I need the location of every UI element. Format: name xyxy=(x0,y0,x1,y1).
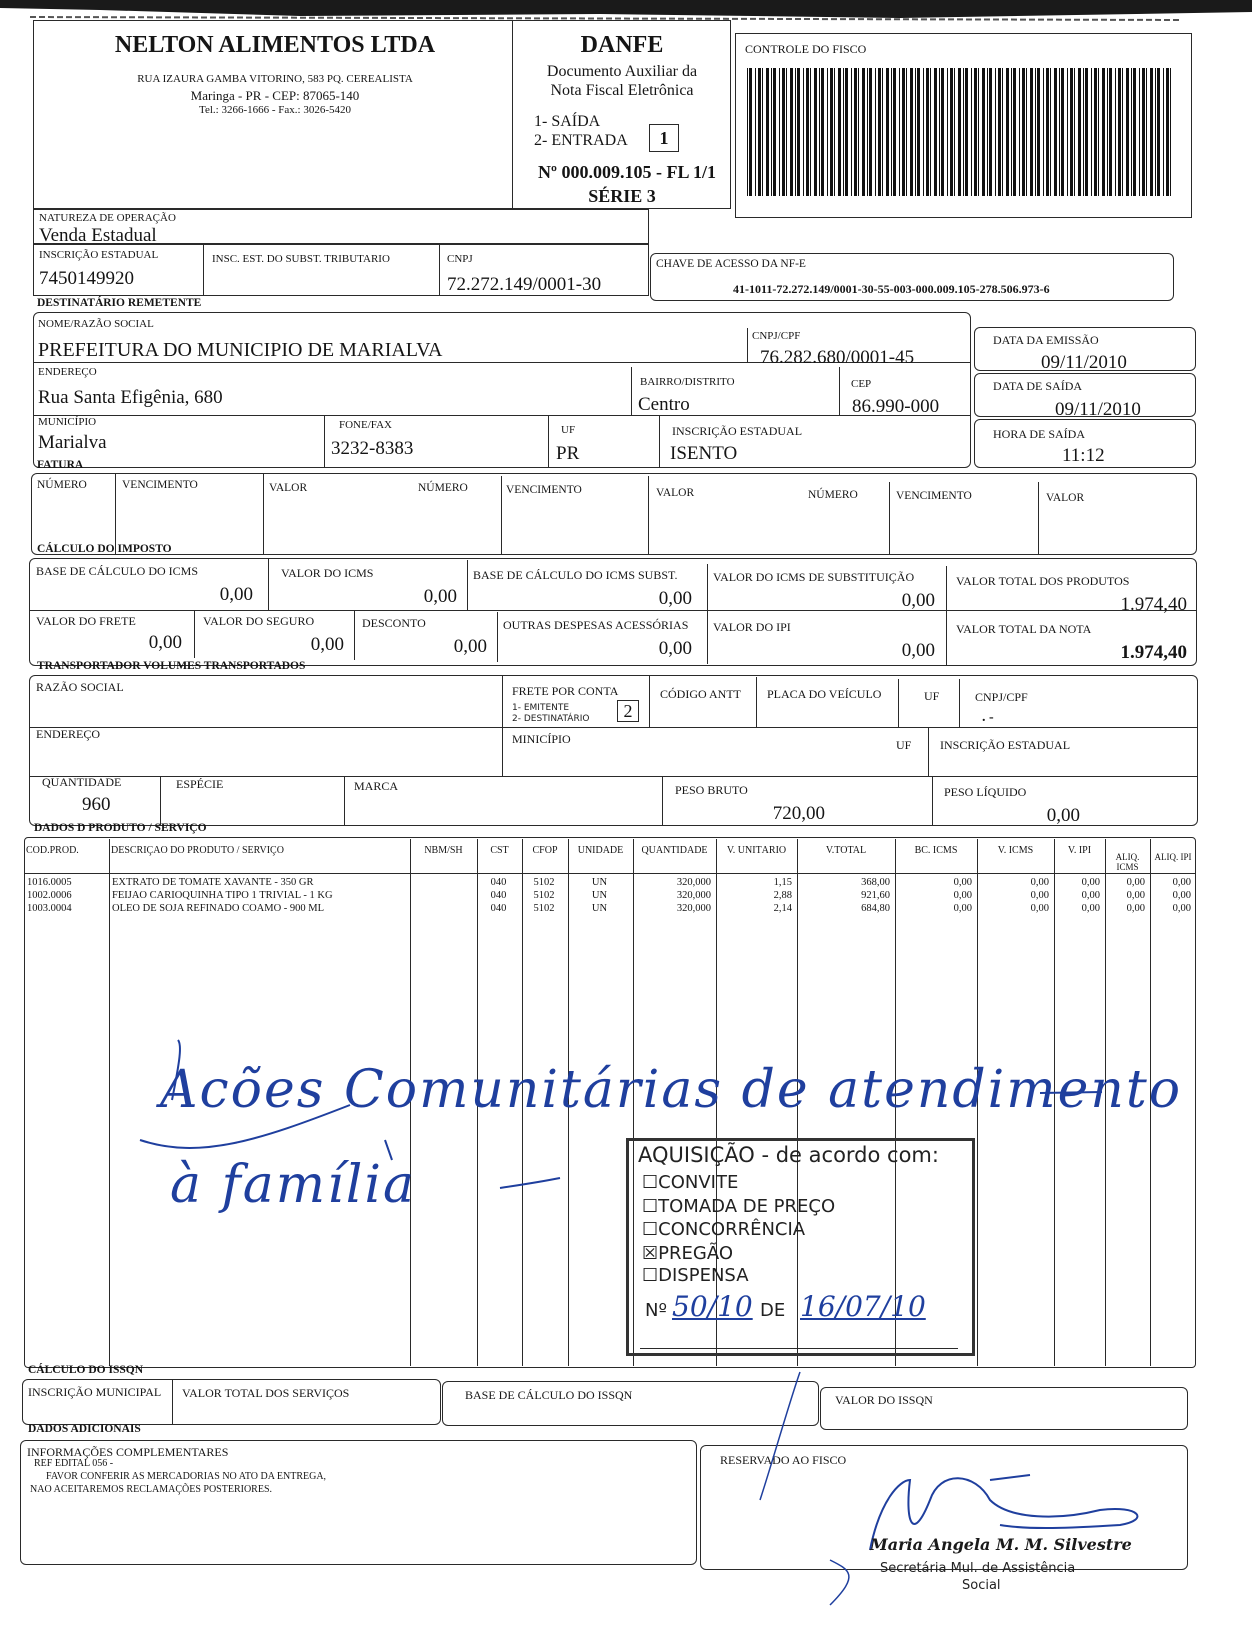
produtos-cell: 5102 xyxy=(533,890,555,901)
produtos-cell: 2,88 xyxy=(773,890,792,901)
signature-name: Maria Angela M. M. Silvestre xyxy=(870,1535,1132,1554)
produtos-header-cell: NBM/SH xyxy=(424,846,463,856)
produtos-cell: 0,00 xyxy=(953,903,972,914)
produtos-header-cell: DESCRIÇÃO DO PRODUTO / SERVIÇO xyxy=(111,846,284,856)
stamp-title: AQUISIÇÃO - de acordo com: xyxy=(638,1143,939,1167)
chave-label: CHAVE DE ACESSO DA NF-E xyxy=(656,258,806,270)
danfe-subtitle-2: Nota Fiscal Eletrônica xyxy=(550,82,694,99)
v-prod-value: 1.974,40 xyxy=(1120,594,1187,615)
ie-value: 7450149920 xyxy=(39,268,134,289)
produtos-cell: FEIJAO CARIOQUINHA TIPO 1 TRIVIAL - 1 KG xyxy=(112,890,333,901)
danfe-option-entrada: 2- ENTRADA xyxy=(534,132,628,149)
tr-bruto-value: 720,00 xyxy=(772,803,825,824)
tr-frete-label: FRETE POR CONTA xyxy=(512,684,619,698)
tr-marca-label: MARCA xyxy=(354,779,399,793)
outras-value: 0,00 xyxy=(658,638,692,659)
produtos-cell: EXTRATO DE TOMATE XAVANTE - 350 GR xyxy=(112,877,314,888)
dest-cnpj: 76.282.680/0001-45 xyxy=(760,347,915,368)
stamp-checkbox-icon: ☐ xyxy=(642,1196,659,1217)
produtos-cell: 1002.0006 xyxy=(27,890,72,901)
natureza-label: NATUREZA DE OPERAÇÃO xyxy=(39,212,176,224)
produtos-cell: 5102 xyxy=(533,903,555,914)
natureza-value: Venda Estadual xyxy=(39,225,157,246)
cnpj-label: CNPJ xyxy=(447,253,473,265)
issqn-section: CÁLCULO DO ISSQN xyxy=(28,1364,144,1376)
controle-fisco-label: CONTROLE DO FISCO xyxy=(745,42,867,56)
reservado-fisco-label: RESERVADO AO FISCO xyxy=(720,1453,847,1467)
outras-label: OUTRAS DESPESAS ACESSÓRIAS xyxy=(503,618,689,632)
desconto-value: 0,00 xyxy=(453,636,487,657)
adicionais-section: DADOS ADICIONAIS xyxy=(28,1423,141,1435)
stamp-checked-icon: ☒ xyxy=(642,1243,659,1264)
tr-cnpj-value: . - xyxy=(982,710,994,725)
v-prod-label: VALOR TOTAL DOS PRODUTOS xyxy=(956,574,1130,588)
dest-uf: PR xyxy=(556,443,580,464)
produtos-cell: 0,00 xyxy=(1126,890,1145,901)
dest-ie-label: INSCRIÇÃO ESTADUAL xyxy=(672,424,803,438)
dest-fone: 3232-8383 xyxy=(331,438,414,459)
produtos-cell: UN xyxy=(591,903,608,914)
emitente-phone: Tel.: 3266-1666 - Fax.: 3026-5420 xyxy=(199,104,351,116)
produtos-cell: 0,00 xyxy=(1030,877,1049,888)
stamp-number: 50/10 xyxy=(672,1290,753,1323)
info-line-1: REF EDITAL 056 - xyxy=(34,1458,114,1469)
tr-qtd-value: 960 xyxy=(82,794,111,815)
produtos-cell: OLEO DE SOJA REFINADO COAMO - 900 ML xyxy=(112,903,325,914)
tr-especie-label: ESPÉCIE xyxy=(176,777,224,791)
stamp-checkbox-icon: ☐ xyxy=(642,1219,659,1240)
danfe-subtitle-1: Documento Auxiliar da xyxy=(546,63,698,80)
dest-bairro-label: BAIRRO/DISTRITO xyxy=(640,376,735,388)
dest-ie: ISENTO xyxy=(670,443,738,464)
fatura-vencimento-1: VENCIMENTO xyxy=(122,479,198,491)
hora-value: 11:12 xyxy=(1062,445,1105,466)
stamp-checkbox-icon: ☐ xyxy=(642,1265,659,1286)
tr-frete-opt2: 2- DESTINATÁRIO xyxy=(512,714,590,724)
ie-st-label: INSC. EST. DO SUBST. TRIBUTARIO xyxy=(212,253,390,265)
fatura-valor-1: VALOR xyxy=(269,482,308,494)
stamp-opt3-text: CONCORRÊNCIA xyxy=(658,1219,806,1240)
produtos-header-cell: V. ICMS xyxy=(997,846,1034,856)
issqn-valor-label: VALOR DO ISSQN xyxy=(835,1393,933,1407)
stamp-date: 16/07/10 xyxy=(800,1290,926,1323)
seguro-value: 0,00 xyxy=(310,634,344,655)
transportador-section: TRANSPORTADOR VOLUMES TRANSPORTADOS xyxy=(37,660,306,672)
tr-placa-label: PLACA DO VEÍCULO xyxy=(767,687,882,701)
produtos-cell: 0,00 xyxy=(1081,890,1100,901)
v-nota-label: VALOR TOTAL DA NOTA xyxy=(956,622,1092,636)
danfe-type-value: 1 xyxy=(659,128,669,148)
issqn-base-label: BASE DE CÁLCULO DO ISSQN xyxy=(465,1388,633,1402)
produtos-cell: 921,60 xyxy=(861,890,890,901)
tr-frete-opt1: 1- EMITENTE xyxy=(512,703,570,713)
produtos-header-cell: V.TOTAL xyxy=(825,846,867,856)
tr-razao-label: RAZÃO SOCIAL xyxy=(36,680,124,694)
stamp-checkbox-icon: ☐ xyxy=(642,1172,659,1193)
dest-municipio-label: MUNICÍPIO xyxy=(38,416,97,428)
dest-endereco-label: ENDEREÇO xyxy=(38,366,97,378)
v-nota-value: 1.974,40 xyxy=(1120,642,1187,663)
dest-fone-label: FONE/FAX xyxy=(339,419,392,431)
ie-label: INSCRIÇÃO ESTADUAL xyxy=(39,249,159,261)
stamp-opt1-text: CONVITE xyxy=(658,1172,739,1193)
info-label: INFORMAÇÕES COMPLEMENTARES xyxy=(27,1445,229,1459)
v-st-label: VALOR DO ICMS DE SUBSTITUIÇÃO xyxy=(713,570,915,584)
fatura-section: FATURA xyxy=(37,459,84,471)
produtos-header-cell: BC. ICMS xyxy=(914,846,958,856)
produtos-cell: 1,15 xyxy=(773,877,792,888)
produtos-cell: 0,00 xyxy=(1172,877,1191,888)
produtos-cell: 040 xyxy=(490,890,507,901)
tr-cnpj-label: CNPJ/CPF xyxy=(975,690,1028,704)
produtos-cell: 0,00 xyxy=(1030,903,1049,914)
produtos-cell: 0,00 xyxy=(1172,903,1191,914)
ipi-label: VALOR DO IPI xyxy=(713,620,791,634)
danfe-serie: SÉRIE 3 xyxy=(588,186,656,206)
produtos-cell: 320,000 xyxy=(676,877,711,888)
produtos-header-cell: CST xyxy=(490,846,509,856)
fatura-numero-1: NÚMERO xyxy=(37,479,87,491)
dest-name: PREFEITURA DO MUNICIPIO DE MARIALVA xyxy=(38,339,443,361)
produtos-cell: 0,00 xyxy=(1126,877,1145,888)
produtos-header-cell: CÓD.PROD. xyxy=(26,846,79,856)
produtos-cell: 320,000 xyxy=(676,903,711,914)
fatura-vencimento-3: VENCIMENTO xyxy=(896,490,972,502)
bc-icms-label: BASE DE CÁLCULO DO ICMS xyxy=(36,564,199,578)
ipi-value: 0,00 xyxy=(901,640,935,661)
produtos-cell: 040 xyxy=(490,903,507,914)
danfe-option-saida: 1- SAÍDA xyxy=(534,113,601,130)
produtos-cell: 368,00 xyxy=(861,877,890,888)
fatura-numero-2: NÚMERO xyxy=(418,482,468,494)
saida-value: 09/11/2010 xyxy=(1055,399,1141,420)
dest-endereco: Rua Santa Efigênia, 680 xyxy=(38,387,223,408)
tr-uf-label: UF xyxy=(924,689,940,703)
tr-qtd-label: QUANTIDADE xyxy=(42,775,122,789)
produtos-cell: UN xyxy=(591,890,608,901)
produtos-header-cell: V. IPI xyxy=(1067,846,1092,856)
dest-cnpj-label: CNPJ/CPF xyxy=(752,330,801,342)
destinatario-section: DESTINATÁRIO REMETENTE xyxy=(37,297,202,309)
produtos-cell: UN xyxy=(591,877,608,888)
stamp-de: DE xyxy=(760,1300,786,1321)
produtos-cell: 0,00 xyxy=(953,877,972,888)
stamp-opt4-text: PREGÃO xyxy=(658,1243,733,1264)
produtos-header-cell: UNIDADE xyxy=(577,846,624,856)
emissao-value: 09/11/2010 xyxy=(1041,352,1127,373)
produtos-cell: 684,80 xyxy=(861,903,890,914)
signature-role-1: Secretária Mul. de Assistência xyxy=(880,1561,1076,1576)
dest-name-label: NOME/RAZÃO SOCIAL xyxy=(38,318,154,330)
handwriting-line-1: Acões Comunitárias de atendimento xyxy=(160,1060,1183,1120)
imposto-section: CÁLCULO DO IMPOSTO xyxy=(37,543,172,555)
danfe-number: Nº 000.009.105 - FL 1/1 xyxy=(538,162,716,182)
tr-municipio-label: MINICÍPIO xyxy=(512,732,571,746)
emitente-address: RUA IZAURA GAMBA VITORINO, 583 PQ. CEREALISTA xyxy=(137,73,413,85)
info-line-2: FAVOR CONFERIR AS MERCADORIAS NO ATO DA ENTREGA, xyxy=(46,1471,327,1482)
produtos-cell: 1003.0004 xyxy=(27,903,72,914)
danfe-title: DANFE xyxy=(580,32,664,58)
info-line-3: NAO ACEITAREMOS RECLAMAÇÕES POSTERIORES. xyxy=(30,1484,273,1495)
hora-label: HORA DE SAÍDA xyxy=(993,427,1086,441)
frete-label: VALOR DO FRETE xyxy=(36,614,136,628)
stamp-opt5-text: DISPENSA xyxy=(658,1265,749,1286)
produtos-header-cell: ALIQ. ICMS xyxy=(1115,852,1140,872)
fatura-valor-3: VALOR xyxy=(1046,492,1085,504)
tr-frete-value: 2 xyxy=(623,701,633,721)
issqn-servicos-label: VALOR TOTAL DOS SERVIÇOS xyxy=(182,1386,350,1400)
tr-ie-label: INSCRIÇÃO ESTADUAL xyxy=(940,738,1071,752)
tr-uf2-label: UF xyxy=(896,738,912,752)
produtos-cell: 0,00 xyxy=(1081,877,1100,888)
saida-label: DATA DE SAÍDA xyxy=(993,379,1083,393)
produtos-cell: 5102 xyxy=(533,877,555,888)
produtos-header-cell: ALIQ. IPI xyxy=(1154,852,1192,862)
produtos-cell: 040 xyxy=(490,877,507,888)
handwriting-line-2: à família xyxy=(170,1155,416,1215)
tr-liquido-value: 0,00 xyxy=(1046,805,1080,826)
produtos-header-cell: V. UNITÁRIO xyxy=(726,846,787,856)
produtos-cell: 1016.0005 xyxy=(27,877,72,888)
produtos-cell: 0,00 xyxy=(953,890,972,901)
tr-antt-label: CÓDIGO ANTT xyxy=(660,687,741,701)
dest-cep-label: CEP xyxy=(851,378,872,390)
bc-icms-value: 0,00 xyxy=(219,584,253,605)
v-icms-label: VALOR DO ICMS xyxy=(281,566,374,580)
produtos-cell: 0,00 xyxy=(1030,890,1049,901)
signature-role-2: Social xyxy=(962,1578,1001,1593)
produtos-section: DADOS D PRODUTO / SERVIÇO xyxy=(34,822,207,834)
produtos-cell: 0,00 xyxy=(1126,903,1145,914)
tr-endereco-label: ENDEREÇO xyxy=(36,727,100,741)
produtos-cell: 320,000 xyxy=(676,890,711,901)
chave-value: 41-1011-72.272.149/0001-30-55-003-000.009.105-278.506.973-6 xyxy=(733,282,1050,296)
stamp-number-prefix: Nº xyxy=(645,1300,667,1321)
fatura-valor-2: VALOR xyxy=(656,487,695,499)
stamp-opt2-text: TOMADA DE PREÇO xyxy=(658,1196,836,1217)
dest-bairro: Centro xyxy=(638,394,690,415)
produtos-cell: 0,00 xyxy=(1172,890,1191,901)
issqn-im-label: INSCRIÇÃO MUNICIPAL xyxy=(28,1385,162,1399)
emitente-city: Maringa - PR - CEP: 87065-140 xyxy=(190,88,360,103)
fatura-numero-3: NÚMERO xyxy=(808,489,858,501)
produtos-header-cell: CFOP xyxy=(532,846,558,856)
dest-municipio: Marialva xyxy=(38,432,107,453)
emissao-label: DATA DA EMISSÃO xyxy=(993,333,1099,347)
fatura-vencimento-2: VENCIMENTO xyxy=(506,484,582,496)
bc-st-label: BASE DE CÁLCULO DO ICMS SUBST. xyxy=(473,568,678,582)
cnpj-value: 72.272.149/0001-30 xyxy=(447,274,602,295)
produtos-cell: 0,00 xyxy=(1081,903,1100,914)
produtos-header-cell: QUANTIDADE xyxy=(641,846,708,856)
frete-value: 0,00 xyxy=(148,632,182,653)
v-st-value: 0,00 xyxy=(901,590,935,611)
desconto-label: DESCONTO xyxy=(362,616,426,630)
tr-bruto-label: PESO BRUTO xyxy=(675,783,748,797)
dest-cep: 86.990-000 xyxy=(852,396,940,417)
v-icms-value: 0,00 xyxy=(423,586,457,607)
seguro-label: VALOR DO SEGURO xyxy=(203,614,315,628)
tr-liquido-label: PESO LÍQUIDO xyxy=(944,785,1027,799)
emitente-name: NELTON ALIMENTOS LTDA xyxy=(114,32,436,58)
bc-st-value: 0,00 xyxy=(658,588,692,609)
dest-uf-label: UF xyxy=(561,424,576,436)
produtos-cell: 2,14 xyxy=(773,903,792,914)
